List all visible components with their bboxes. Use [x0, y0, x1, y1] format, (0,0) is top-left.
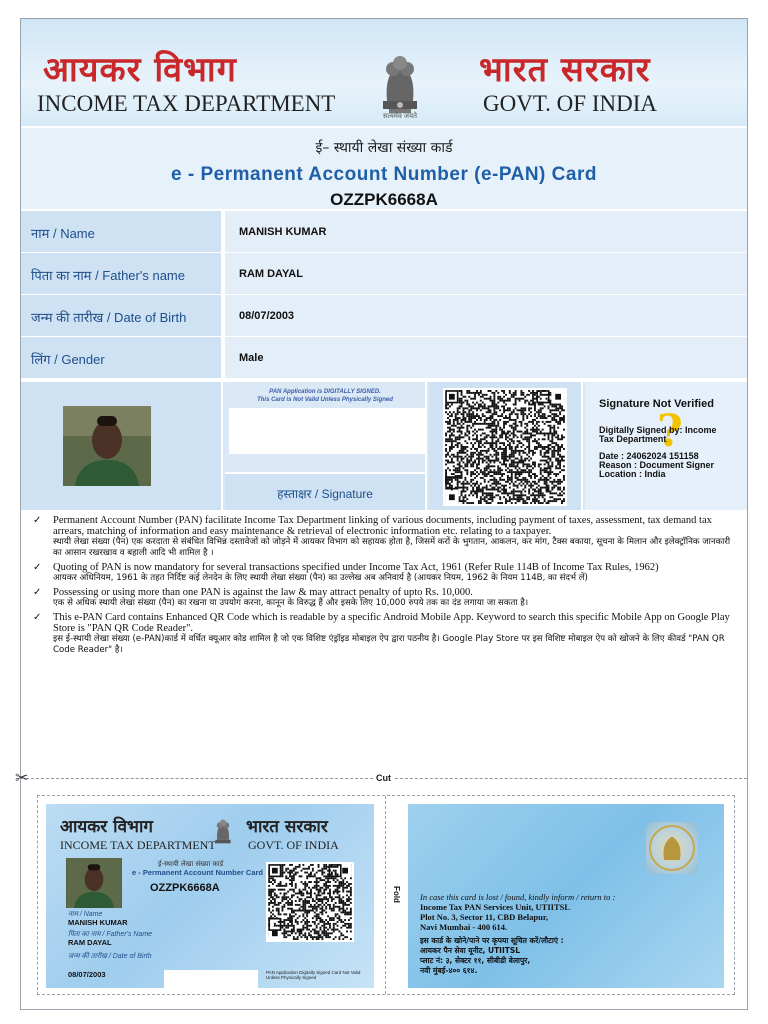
field-value: MANISH KUMAR: [225, 211, 747, 252]
signature-label: हस्ताक्षर / Signature: [225, 472, 425, 510]
list-item: [29, 587, 741, 609]
card-dob: 08/07/2003: [68, 970, 106, 979]
card-pan-number: OZZPK6668A: [150, 882, 220, 894]
card-dept-english: INCOME TAX DEPARTMENT: [60, 838, 216, 852]
govt-english: GOVT. OF INDIA: [483, 91, 657, 116]
card-emblem-icon: [210, 816, 236, 850]
qr-code: [443, 388, 567, 506]
card-back: [408, 804, 724, 988]
list-item: [29, 562, 741, 584]
return-address-line: Income Tax PAN Services Unit, UTIITSL: [420, 902, 571, 912]
fold-label: Fold: [391, 886, 401, 903]
card-title-english: e - Permanent Account Number (e-PAN) Card: [171, 164, 597, 185]
field-row-father: [21, 253, 747, 294]
field-row-name: [21, 211, 747, 252]
lost-notice-english: In case this card is lost / found, kindly inform / return to :: [420, 892, 616, 902]
signature-note-line-1: PAN Application is DIGITALLY SIGNED.: [269, 389, 381, 395]
dept-english: INCOME TAX DEPARTMENT: [37, 91, 336, 116]
digital-signature-panel: [585, 382, 747, 510]
header-banner: [21, 19, 747, 126]
check-icon: ✓: [33, 562, 42, 573]
signed-by-2: Tax Department: [599, 434, 667, 444]
note-english: This e-PAN Card contains Enhanced QR Code which is readable by a specific Android Mobile App. Keyword to search this specific Mobile App on Google Play Store is "PAN QR Code Reader".: [53, 612, 730, 634]
card-dob-label: जन्म की तारीख / Date of Birth: [68, 953, 152, 960]
note-english: Quoting of PAN is now mandatory for several transactions specified under Income Tax Act, 1961 (Refer Rule 114B of Income Tax Rules, 1962): [53, 562, 659, 573]
qr-cell: [429, 382, 583, 510]
field-label: पिता का नाम / Father's name: [21, 253, 223, 294]
signature-note: [225, 388, 425, 404]
card-title-band: [21, 127, 747, 209]
return-address-hindi: नवी मुंबई-४०० ६१४.: [420, 966, 478, 975]
emblem-motto: सत्यमेव जयते: [382, 113, 418, 120]
field-label: लिंग / Gender: [21, 337, 223, 378]
card-sign-note: PAN Application Digitally Signed Card Not Valid Unless Physically Signed: [266, 970, 361, 980]
card-title-english: e - Permanent Account Number Card: [132, 868, 263, 877]
dept-hindi: आयकर विभाग: [43, 50, 237, 90]
information-notes: [29, 515, 741, 659]
fold-line: [385, 796, 386, 994]
card-father: RAM DAYAL: [68, 938, 112, 947]
note-hindi: आयकर अधिनियम, 1961 के तहत निर्दिष्ट कई लेनदेन के लिए स्थायी लेखा संख्या (पैन) का उल्लेख अब अनिवार्य है (आयकर नियम, 1962 के नियम 114B, का संदर्भ लें): [53, 573, 588, 583]
printable-card-area: [37, 795, 735, 995]
field-value: 08/07/2003: [225, 295, 747, 336]
card-qr-code: [266, 862, 354, 942]
field-row-dob: [21, 295, 747, 336]
hologram-emblem-icon: [646, 822, 698, 874]
signature-cell: [225, 382, 427, 510]
card-govt-english: GOVT. OF INDIA: [248, 838, 339, 852]
photo-cell: [21, 382, 223, 510]
pan-number: OZZPK6668A: [330, 190, 438, 209]
lost-notice-hindi: इस कार्ड के खोने/पाने पर कृपया सूचित करें/लौटाएं :: [420, 936, 564, 945]
card-title-hindi: ई-स्थायी लेखा संख्या कार्ड: [158, 860, 224, 868]
card-front: [46, 804, 374, 988]
card-dept-hindi: आयकर विभाग: [60, 817, 153, 837]
signed-by-1: Digitally Signed by: Income: [599, 425, 717, 435]
field-label: नाम / Name: [21, 211, 223, 252]
epan-document: [15, 18, 748, 1010]
note-hindi: एक से अधिक स्थायी लेखा संख्या (पैन) का रखना या उपयोग करना, कानून के विरुद्ध है और इसके लिए 10,000 रुपये तक का दंड लगाया जा सकता है।: [53, 598, 529, 608]
card-signature-box: [164, 970, 258, 988]
card-back-text: [420, 892, 710, 976]
photo-signature-band: [21, 380, 747, 510]
signature-box: [229, 408, 425, 454]
note-hindi: स्थायी लेखा संख्या (पैन) एक करदाता से संबंधित विभिन्न दस्तावेजों को जोड़ने में आयकर विभाग को सहायक होता है, जिसमें करों के भुगतान, आकलन, कर मांग, टैक्स बकाया, सूचना के मिलान और इलेक्ट्रॉनिक जानकारी का आसान रखरखाव व बहाली आदि भी शामिल है ।: [53, 537, 731, 558]
return-address-hindi: प्लाट नं: ३, सेक्टर ११, सीबीडी बेलापुर,: [420, 956, 531, 965]
list-item: [29, 515, 741, 559]
note-hindi: इस ई-स्थायी लेखा संख्या (e-PAN)कार्ड में वर्धित क्यूआर कोड शामिल है जो एक विशिष्ट एंड्रॉइड मोबाइल ऐप द्वारा पठनीय है। Google Play Store पर इस विशिष्ट मोबाइल ऐप को खोजने के लिए कीवर्ड "PAN QR Code Reader" है।: [53, 634, 725, 655]
holder-photo: [63, 406, 151, 486]
cut-label: Cut: [373, 773, 394, 783]
card-title-hindi: ई– स्थायी लेखा संख्या कार्ड: [315, 140, 453, 156]
signature-location: Location : India: [599, 469, 666, 479]
card-name: MANISH KUMAR: [68, 918, 128, 927]
field-value: RAM DAYAL: [225, 253, 747, 294]
question-mark-icon: ?: [657, 406, 683, 457]
return-address-line: Navi Mumbai - 400 614.: [420, 922, 508, 932]
note-english: Possessing or using more than one PAN is against the law & may attract penalty of upto Rs. 10,000.: [53, 587, 473, 598]
card-father-label: पिता का नाम / Father's Name: [68, 931, 153, 938]
check-icon: ✓: [33, 612, 42, 623]
signature-note-line-2: This Card is Not Valid Unless Physically Signed: [257, 397, 393, 403]
return-address-line: Plot No. 3, Sector 11, CBD Belapur,: [420, 912, 548, 922]
card-govt-hindi: भारत सरकार: [246, 817, 328, 837]
signature-status: Signature Not Verified: [599, 398, 714, 410]
scissors-icon: ✂: [15, 770, 29, 787]
return-address-hindi: आयकर पैन सेवा यूनीट, UTIITSL: [420, 946, 521, 955]
card-holder-photo: [66, 858, 122, 908]
list-item: [29, 612, 741, 656]
signature-reason: Reason : Document Signer: [599, 460, 715, 470]
note-english: Permanent Account Number (PAN) facilitate Income Tax Department linking of various documents, including payment of taxes, assessment, tax demand tax arrears, matching of information and easy maintenance & retrieval of electronic information etc. relating to a taxpayer.: [53, 515, 712, 537]
check-icon: ✓: [33, 515, 42, 526]
signature-date: Date : 24062024 151158: [599, 451, 699, 461]
check-icon: ✓: [33, 587, 42, 598]
field-row-gender: [21, 337, 747, 378]
field-label: जन्म की तारीख / Date of Birth: [21, 295, 223, 336]
field-value: Male: [225, 337, 747, 378]
govt-hindi: भारत सरकार: [479, 50, 651, 90]
card-name-label: नाम / Name: [68, 911, 103, 918]
